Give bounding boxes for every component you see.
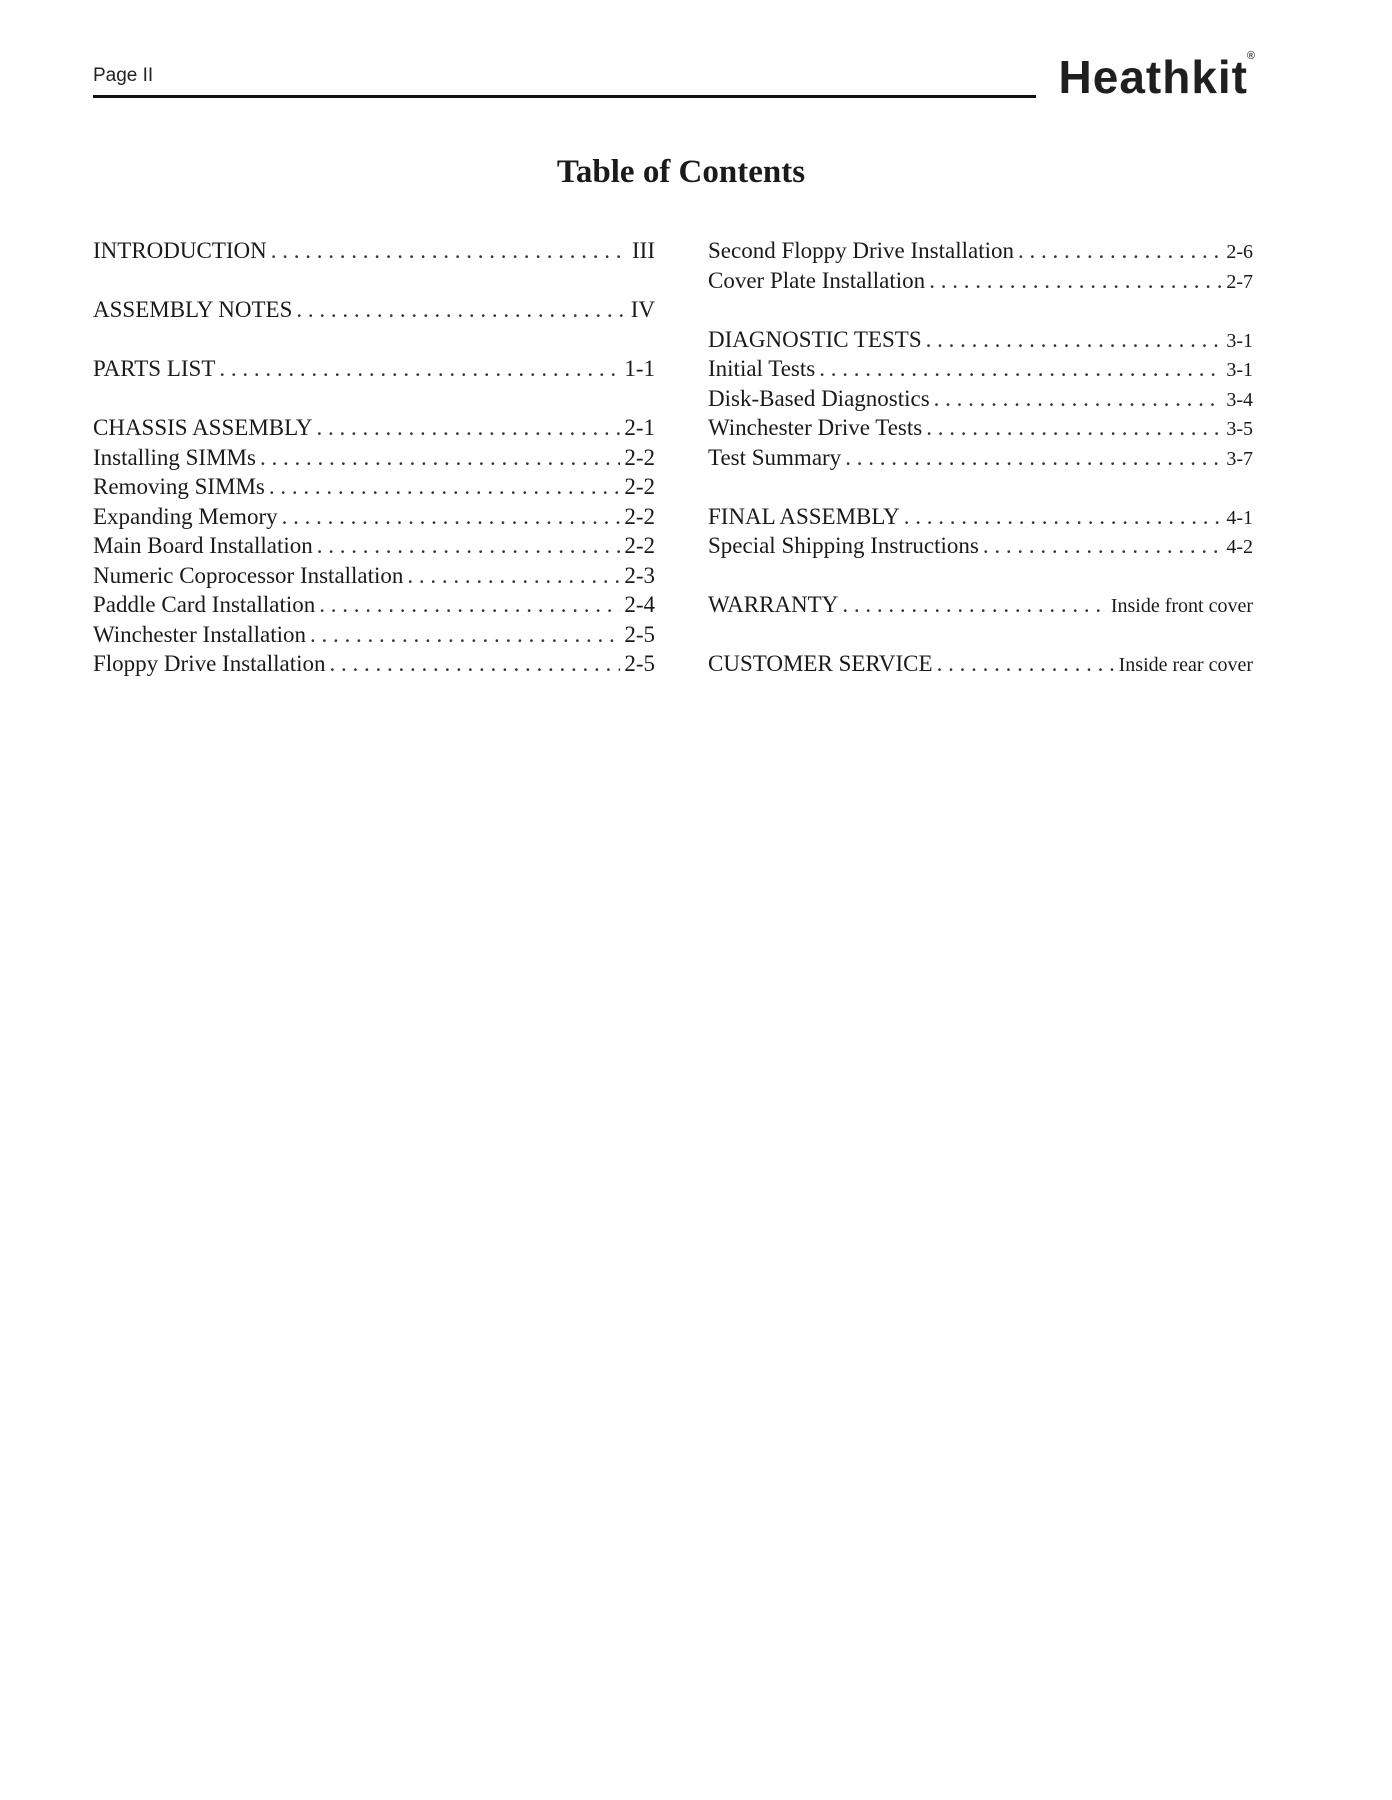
toc-entry-customer-service: [708, 649, 1253, 679]
toc-entry-label: DIAGNOSTIC TESTS: [708, 326, 922, 352]
toc-entry-label: Expanding Memory: [93, 503, 278, 529]
dot-leader: [330, 649, 621, 679]
toc-title: Table of Contents: [556, 154, 806, 190]
toc-entry-label: FINAL ASSEMBLY: [708, 503, 900, 529]
toc-entry-label: WARRANTY: [708, 592, 839, 617]
toc-right-column: [708, 236, 1253, 679]
toc-entry-assembly-notes: [93, 295, 655, 325]
dot-leader: [407, 561, 620, 591]
spacer: [93, 325, 655, 355]
toc-entry-label: Second Floppy Drive Installation: [708, 238, 1014, 263]
dot-leader: [1018, 236, 1222, 266]
toc-entry-expanding-memory: [93, 502, 655, 532]
toc-entry-second-floppy-drive-installation: [708, 236, 1253, 266]
toc-entry-floppy-drive-installation: [93, 649, 655, 679]
toc-entry-page: 3-7: [1226, 447, 1253, 470]
toc-entry-page: 2-1: [624, 415, 655, 440]
toc-entry-page: 2-3: [624, 562, 655, 588]
toc-entry-label: Winchester Installation: [93, 621, 307, 647]
toc-entry-diagnostic-tests: [708, 325, 1253, 355]
toc-entry-page: 2-5: [624, 651, 655, 676]
dot-leader: [926, 325, 1223, 355]
header-rule: [93, 95, 1036, 98]
dot-leader: [271, 236, 628, 266]
registered-mark: ®: [1246, 50, 1256, 62]
page-header: [93, 50, 1256, 103]
toc-entry-page: 4-1: [1226, 506, 1253, 529]
dot-leader: [926, 413, 1222, 443]
dot-leader: [937, 649, 1115, 679]
dot-leader: [282, 502, 621, 532]
toc-entry-label: Main Board Installation: [93, 533, 313, 558]
toc-entry-label: Cover Plate Installation: [708, 267, 926, 293]
toc-entry-page: 3-4: [1226, 388, 1253, 411]
toc-entry-chassis-assembly: [93, 413, 655, 443]
toc-entry-page: 3-1: [1226, 359, 1253, 381]
toc-entry-winchester-drive-tests: [708, 413, 1253, 443]
toc-entry-page: 4-2: [1226, 536, 1253, 558]
toc-entry-test-summary: [708, 443, 1253, 473]
page-number: Page II: [93, 65, 154, 86]
toc-entry-introduction: [93, 236, 655, 266]
toc-entry-page: 2-6: [1226, 241, 1253, 263]
toc-entry-initial-tests: [708, 354, 1253, 384]
toc-entry-removing-simms: [93, 472, 655, 502]
toc-entry-special-shipping-instructions: [708, 531, 1253, 561]
toc-entry-winchester-installation: [93, 620, 655, 650]
toc-entry-label: Numeric Coprocessor Installation: [93, 562, 404, 588]
toc-entry-label: Test Summary: [708, 444, 842, 470]
toc-entry-page: 1-1: [624, 356, 655, 381]
toc-entry-page: 2-2: [624, 503, 655, 529]
toc-entry-main-board-installation: [93, 531, 655, 561]
toc-entry-label: Floppy Drive Installation: [93, 651, 326, 676]
spacer: [708, 295, 1253, 325]
toc-entry-label: PARTS LIST: [93, 356, 216, 381]
toc-entry-label: CHASSIS ASSEMBLY: [93, 415, 313, 440]
toc-entry-page: 2-2: [624, 474, 655, 499]
toc-entry-disk-based-diagnostics: [708, 384, 1253, 414]
brand-logo: Heathkit ®: [1058, 50, 1256, 103]
toc-entry-page: Inside rear cover: [1118, 654, 1253, 676]
dot-leader: [310, 620, 620, 650]
toc-entry-label: CUSTOMER SERVICE: [708, 651, 933, 676]
toc-entry-label: Removing SIMMs: [93, 474, 265, 499]
toc-entry-page: III: [632, 238, 655, 263]
toc-entry-final-assembly: [708, 502, 1253, 532]
spacer: [708, 620, 1253, 650]
spacer: [708, 561, 1253, 591]
toc-entry-page: 2-2: [624, 444, 655, 470]
toc-entry-label: Special Shipping Instructions: [708, 533, 979, 558]
spacer: [93, 384, 655, 414]
toc-left-column: [93, 236, 655, 679]
dot-leader: [219, 354, 620, 384]
spacer: [708, 472, 1253, 502]
dot-leader: [316, 413, 620, 443]
toc-entry-label: Initial Tests: [708, 356, 816, 381]
toc-entry-page: Inside front cover: [1110, 595, 1253, 617]
toc-entry-page: 3-1: [1226, 329, 1253, 352]
dot-leader: [929, 266, 1222, 296]
toc-entry-paddle-card-installation: [93, 590, 655, 620]
toc-entry-page: 2-5: [624, 621, 655, 647]
dot-leader: [934, 384, 1223, 414]
toc-entry-label: Disk-Based Diagnostics: [708, 385, 930, 411]
toc-entry-installing-simms: [93, 443, 655, 473]
toc-entry-page: 2-2: [624, 533, 655, 558]
dot-leader: [842, 590, 1106, 620]
toc-entry-cover-plate-installation: [708, 266, 1253, 296]
dot-leader: [317, 531, 621, 561]
dot-leader: [269, 472, 620, 502]
dot-leader: [260, 443, 620, 473]
dot-leader: [983, 531, 1222, 561]
toc-entry-page: 2-4: [624, 592, 655, 617]
dot-leader: [319, 590, 620, 620]
toc-entry-warranty: [708, 590, 1253, 620]
toc-entry-label: ASSEMBLY NOTES: [93, 297, 293, 322]
toc-entry-label: INTRODUCTION: [93, 238, 267, 263]
dot-leader: [819, 354, 1222, 384]
dot-leader: [904, 502, 1223, 532]
toc-entry-label: Installing SIMMs: [93, 444, 256, 470]
toc-entry-label: Paddle Card Installation: [93, 592, 316, 617]
toc-entry-page: 3-5: [1226, 418, 1253, 440]
dot-leader: [296, 295, 626, 325]
toc-entry-parts-list: [93, 354, 655, 384]
spacer: [93, 266, 655, 296]
toc-entry-page: 2-7: [1226, 270, 1253, 293]
toc-entry-label: Winchester Drive Tests: [708, 415, 923, 440]
toc-entry-numeric-coprocessor-installation: [93, 561, 655, 591]
toc-entry-page: IV: [630, 297, 655, 322]
dot-leader: [845, 443, 1222, 473]
